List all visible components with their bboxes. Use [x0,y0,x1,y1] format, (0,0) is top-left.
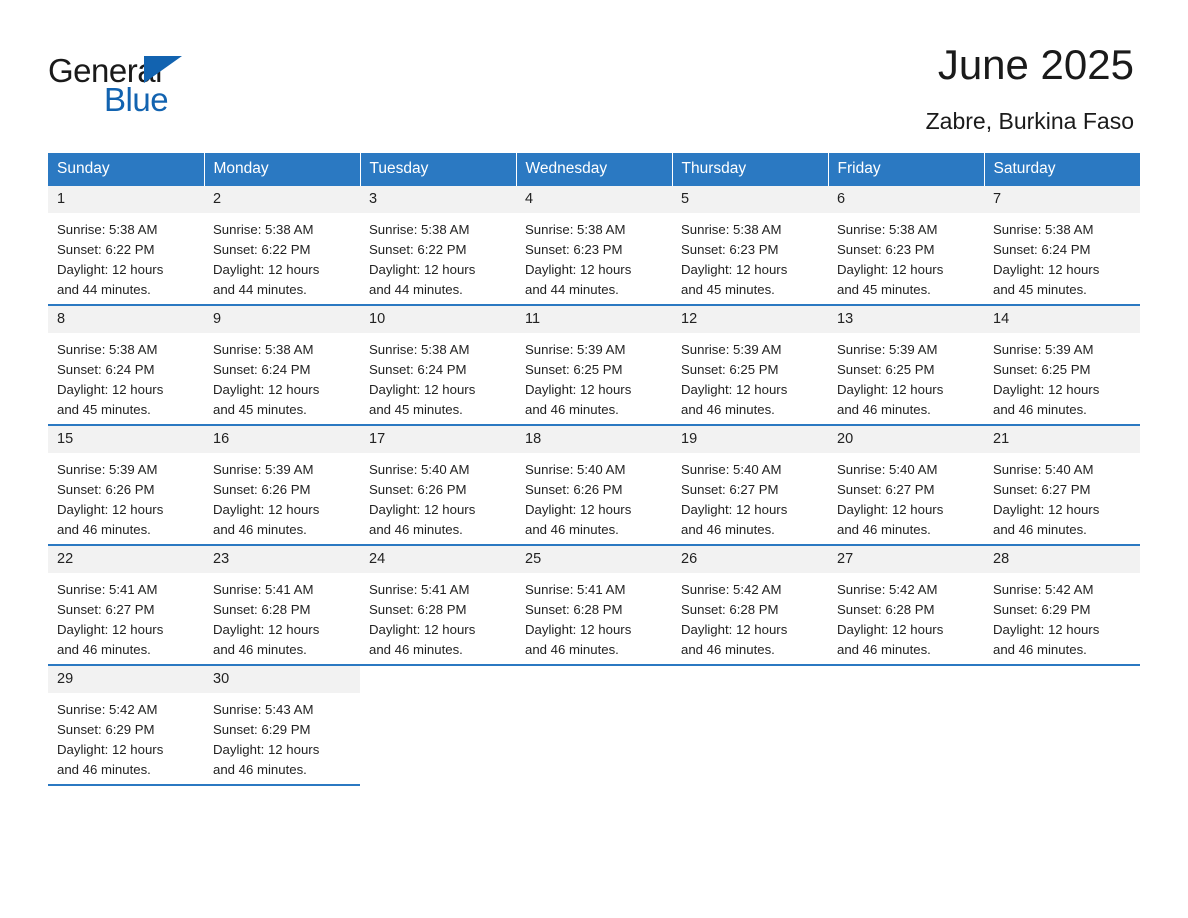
sunset-text: Sunset: 6:23 PM [681,242,779,257]
daylight-text-line1: Daylight: 12 hours [993,382,1100,397]
day-details [360,213,516,300]
sunset-text: Sunset: 6:28 PM [525,602,623,617]
sunrise-sunset-calendar [48,153,1140,786]
daylight-text-line1: Daylight: 12 hours [993,502,1100,517]
sunset-text: Sunset: 6:22 PM [213,242,311,257]
daylight-text-line2: and 46 minutes. [57,762,151,777]
day-details [48,453,204,540]
daylight-text-line1: Daylight: 12 hours [681,382,788,397]
page-header [48,41,1140,135]
daylight-text-line1: Daylight: 12 hours [57,382,164,397]
daylight-text-line2: and 46 minutes. [993,642,1087,657]
sunset-text: Sunset: 6:26 PM [525,482,623,497]
daylight-text-line2: and 45 minutes. [837,282,931,297]
sunrise-text: Sunrise: 5:40 AM [369,462,470,477]
daylight-text-line1: Daylight: 12 hours [213,382,320,397]
day-details [204,213,360,300]
day-details [516,333,672,420]
day-number: 12 [672,306,828,333]
calendar-week-row [48,425,1140,545]
day-cell-empty [360,665,516,785]
day-number: 8 [48,306,204,333]
daylight-text-line2: and 44 minutes. [369,282,463,297]
daylight-text-line2: and 46 minutes. [993,522,1087,537]
day-details [48,573,204,660]
daylight-text-line2: and 46 minutes. [681,522,775,537]
day-cell[interactable] [204,545,360,665]
sunset-text: Sunset: 6:29 PM [993,602,1091,617]
daylight-text-line2: and 46 minutes. [525,402,619,417]
daylight-text-line1: Daylight: 12 hours [57,262,164,277]
daylight-text-line2: and 45 minutes. [369,402,463,417]
day-cell[interactable] [516,545,672,665]
day-cell[interactable] [360,425,516,545]
daylight-text-line2: and 46 minutes. [369,522,463,537]
day-number: 10 [360,306,516,333]
day-number: 9 [204,306,360,333]
sunrise-text: Sunrise: 5:38 AM [993,222,1094,237]
sunrise-text: Sunrise: 5:38 AM [369,222,470,237]
day-cell[interactable] [672,186,828,305]
page-title: June 2025 [937,41,1134,88]
daylight-text-line1: Daylight: 12 hours [213,622,320,637]
day-cell[interactable] [360,186,516,305]
daylight-text-line2: and 44 minutes. [213,282,307,297]
weekday-header-row [48,153,1140,186]
day-details [672,453,828,540]
sunset-text: Sunset: 6:23 PM [525,242,623,257]
day-details [516,213,672,300]
sunrise-text: Sunrise: 5:38 AM [57,342,158,357]
sunrise-text: Sunrise: 5:40 AM [993,462,1094,477]
day-details [984,213,1140,300]
day-cell[interactable] [360,305,516,425]
sunrise-text: Sunrise: 5:39 AM [993,342,1094,357]
day-cell[interactable] [360,545,516,665]
day-number: 7 [984,186,1140,213]
daylight-text-line1: Daylight: 12 hours [837,382,944,397]
day-details [672,213,828,300]
daylight-text-line1: Daylight: 12 hours [525,262,632,277]
sunset-text: Sunset: 6:25 PM [837,362,935,377]
calendar-week-row [48,305,1140,425]
daylight-text-line1: Daylight: 12 hours [681,502,788,517]
day-number: 17 [360,426,516,453]
day-details [984,453,1140,540]
sunrise-text: Sunrise: 5:41 AM [57,582,158,597]
daylight-text-line2: and 45 minutes. [213,402,307,417]
day-details [360,453,516,540]
day-details [672,573,828,660]
daylight-text-line1: Daylight: 12 hours [213,502,320,517]
day-cell[interactable] [984,545,1140,665]
sunrise-text: Sunrise: 5:42 AM [837,582,938,597]
day-details [516,573,672,660]
sunrise-text: Sunrise: 5:41 AM [525,582,626,597]
day-details [204,573,360,660]
daylight-text-line2: and 46 minutes. [837,522,931,537]
daylight-text-line1: Daylight: 12 hours [837,622,944,637]
sunset-text: Sunset: 6:25 PM [525,362,623,377]
day-cell[interactable] [516,305,672,425]
day-details [48,333,204,420]
daylight-text-line2: and 45 minutes. [993,282,1087,297]
daylight-text-line1: Daylight: 12 hours [213,262,320,277]
day-cell[interactable] [204,186,360,305]
daylight-text-line2: and 45 minutes. [681,282,775,297]
day-number: 2 [204,186,360,213]
sunrise-text: Sunrise: 5:39 AM [681,342,782,357]
day-details [828,453,984,540]
day-details [984,573,1140,660]
sunrise-text: Sunrise: 5:38 AM [213,222,314,237]
sunset-text: Sunset: 6:24 PM [213,362,311,377]
daylight-text-line2: and 46 minutes. [681,642,775,657]
day-number: 13 [828,306,984,333]
day-cell[interactable] [828,425,984,545]
day-cell[interactable] [48,665,204,785]
sunrise-text: Sunrise: 5:38 AM [837,222,938,237]
sunset-text: Sunset: 6:26 PM [57,482,155,497]
day-cell[interactable] [672,305,828,425]
day-number: 18 [516,426,672,453]
sunset-text: Sunset: 6:27 PM [837,482,935,497]
sunset-text: Sunset: 6:27 PM [57,602,155,617]
sunset-text: Sunset: 6:22 PM [57,242,155,257]
location-subtitle: Zabre, Burkina Faso [925,108,1134,134]
day-cell[interactable] [516,186,672,305]
sunrise-text: Sunrise: 5:38 AM [213,342,314,357]
daylight-text-line1: Daylight: 12 hours [369,502,476,517]
daylight-text-line1: Daylight: 12 hours [525,622,632,637]
sunrise-text: Sunrise: 5:38 AM [369,342,470,357]
sunset-text: Sunset: 6:23 PM [837,242,935,257]
weekday-header-sunday: Sunday [48,153,204,186]
day-cell[interactable] [48,305,204,425]
sunrise-text: Sunrise: 5:39 AM [525,342,626,357]
daylight-text-line2: and 46 minutes. [213,642,307,657]
daylight-text-line2: and 46 minutes. [213,762,307,777]
logo-text-general: General [48,52,162,89]
day-number: 6 [828,186,984,213]
daylight-text-line1: Daylight: 12 hours [213,742,320,757]
daylight-text-line2: and 46 minutes. [837,402,931,417]
sunrise-text: Sunrise: 5:39 AM [837,342,938,357]
sunset-text: Sunset: 6:29 PM [57,722,155,737]
day-details [828,333,984,420]
calendar-week-row [48,545,1140,665]
weekday-header-tuesday: Tuesday [360,153,516,186]
sunrise-text: Sunrise: 5:40 AM [525,462,626,477]
daylight-text-line1: Daylight: 12 hours [525,382,632,397]
daylight-text-line1: Daylight: 12 hours [57,502,164,517]
calendar-week-row [48,186,1140,305]
sunset-text: Sunset: 6:26 PM [369,482,467,497]
day-number: 3 [360,186,516,213]
daylight-text-line2: and 46 minutes. [525,642,619,657]
day-number: 29 [48,666,204,693]
daylight-text-line2: and 45 minutes. [57,402,151,417]
day-details [828,213,984,300]
day-cell[interactable] [48,425,204,545]
sunrise-text: Sunrise: 5:41 AM [369,582,470,597]
day-number: 28 [984,546,1140,573]
day-details [360,333,516,420]
sunrise-text: Sunrise: 5:42 AM [57,702,158,717]
sunrise-text: Sunrise: 5:40 AM [681,462,782,477]
sunset-text: Sunset: 6:27 PM [681,482,779,497]
sunset-text: Sunset: 6:28 PM [837,602,935,617]
day-details [672,333,828,420]
sunset-text: Sunset: 6:27 PM [993,482,1091,497]
sunset-text: Sunset: 6:26 PM [213,482,311,497]
sunset-text: Sunset: 6:28 PM [681,602,779,617]
logo-triangle-icon [144,56,182,83]
daylight-text-line1: Daylight: 12 hours [993,262,1100,277]
day-cell[interactable] [984,425,1140,545]
day-number: 22 [48,546,204,573]
daylight-text-line1: Daylight: 12 hours [681,622,788,637]
logo-text-blue: Blue [104,81,169,118]
weekday-header-thursday: Thursday [672,153,828,186]
day-details [516,453,672,540]
sunrise-text: Sunrise: 5:38 AM [525,222,626,237]
day-cell[interactable] [672,545,828,665]
sunrise-text: Sunrise: 5:43 AM [213,702,314,717]
day-number: 24 [360,546,516,573]
day-number: 19 [672,426,828,453]
daylight-text-line1: Daylight: 12 hours [993,622,1100,637]
day-number: 16 [204,426,360,453]
day-number: 11 [516,306,672,333]
day-details [204,453,360,540]
sunrise-text: Sunrise: 5:42 AM [993,582,1094,597]
sunset-text: Sunset: 6:22 PM [369,242,467,257]
day-number: 21 [984,426,1140,453]
sunset-text: Sunset: 6:28 PM [369,602,467,617]
daylight-text-line2: and 46 minutes. [57,522,151,537]
sunrise-text: Sunrise: 5:40 AM [837,462,938,477]
day-number: 14 [984,306,1140,333]
daylight-text-line2: and 46 minutes. [57,642,151,657]
day-number: 25 [516,546,672,573]
day-cell[interactable] [204,305,360,425]
daylight-text-line1: Daylight: 12 hours [837,502,944,517]
sunrise-text: Sunrise: 5:38 AM [57,222,158,237]
day-details [204,333,360,420]
day-cell[interactable] [984,305,1140,425]
day-cell[interactable] [828,545,984,665]
day-details [984,333,1140,420]
day-cell[interactable] [48,186,204,305]
daylight-text-line1: Daylight: 12 hours [369,622,476,637]
daylight-text-line2: and 46 minutes. [681,402,775,417]
sunset-text: Sunset: 6:24 PM [369,362,467,377]
daylight-text-line1: Daylight: 12 hours [369,382,476,397]
day-details [360,573,516,660]
day-details [828,573,984,660]
day-cell[interactable] [48,545,204,665]
daylight-text-line1: Daylight: 12 hours [369,262,476,277]
sunrise-text: Sunrise: 5:39 AM [57,462,158,477]
day-cell-empty [828,665,984,785]
sunset-text: Sunset: 6:24 PM [57,362,155,377]
daylight-text-line1: Daylight: 12 hours [57,742,164,757]
daylight-text-line1: Daylight: 12 hours [837,262,944,277]
sunset-text: Sunset: 6:25 PM [993,362,1091,377]
day-cell[interactable] [516,425,672,545]
day-number: 20 [828,426,984,453]
sunrise-text: Sunrise: 5:38 AM [681,222,782,237]
day-details [204,693,360,780]
daylight-text-line1: Daylight: 12 hours [57,622,164,637]
sunset-text: Sunset: 6:25 PM [681,362,779,377]
sunrise-text: Sunrise: 5:39 AM [213,462,314,477]
day-number: 1 [48,186,204,213]
sunset-text: Sunset: 6:29 PM [213,722,311,737]
day-number: 27 [828,546,984,573]
day-number: 30 [204,666,360,693]
day-details [48,213,204,300]
sunrise-text: Sunrise: 5:41 AM [213,582,314,597]
daylight-text-line2: and 46 minutes. [525,522,619,537]
day-number: 5 [672,186,828,213]
day-cell-empty [672,665,828,785]
day-cell-empty [516,665,672,785]
day-number: 23 [204,546,360,573]
daylight-text-line2: and 46 minutes. [993,402,1087,417]
generalblue-logo [48,44,168,116]
day-cell-empty [984,665,1140,785]
day-number: 15 [48,426,204,453]
title-block [925,41,1140,135]
daylight-text-line2: and 44 minutes. [57,282,151,297]
daylight-text-line2: and 46 minutes. [369,642,463,657]
weekday-header-friday: Friday [828,153,984,186]
sunrise-text: Sunrise: 5:42 AM [681,582,782,597]
day-number: 26 [672,546,828,573]
day-cell[interactable] [672,425,828,545]
weekday-header-monday: Monday [204,153,360,186]
weekday-header-saturday: Saturday [984,153,1140,186]
weekday-header-wednesday: Wednesday [516,153,672,186]
daylight-text-line2: and 46 minutes. [213,522,307,537]
daylight-text-line2: and 46 minutes. [837,642,931,657]
day-number: 4 [516,186,672,213]
day-details [48,693,204,780]
day-cell[interactable] [828,305,984,425]
daylight-text-line2: and 44 minutes. [525,282,619,297]
daylight-text-line1: Daylight: 12 hours [525,502,632,517]
day-cell[interactable] [204,425,360,545]
day-cell[interactable] [828,186,984,305]
calendar-week-row [48,665,1140,785]
sunset-text: Sunset: 6:28 PM [213,602,311,617]
daylight-text-line1: Daylight: 12 hours [681,262,788,277]
day-cell[interactable] [984,186,1140,305]
day-cell[interactable] [204,665,360,785]
sunset-text: Sunset: 6:24 PM [993,242,1091,257]
